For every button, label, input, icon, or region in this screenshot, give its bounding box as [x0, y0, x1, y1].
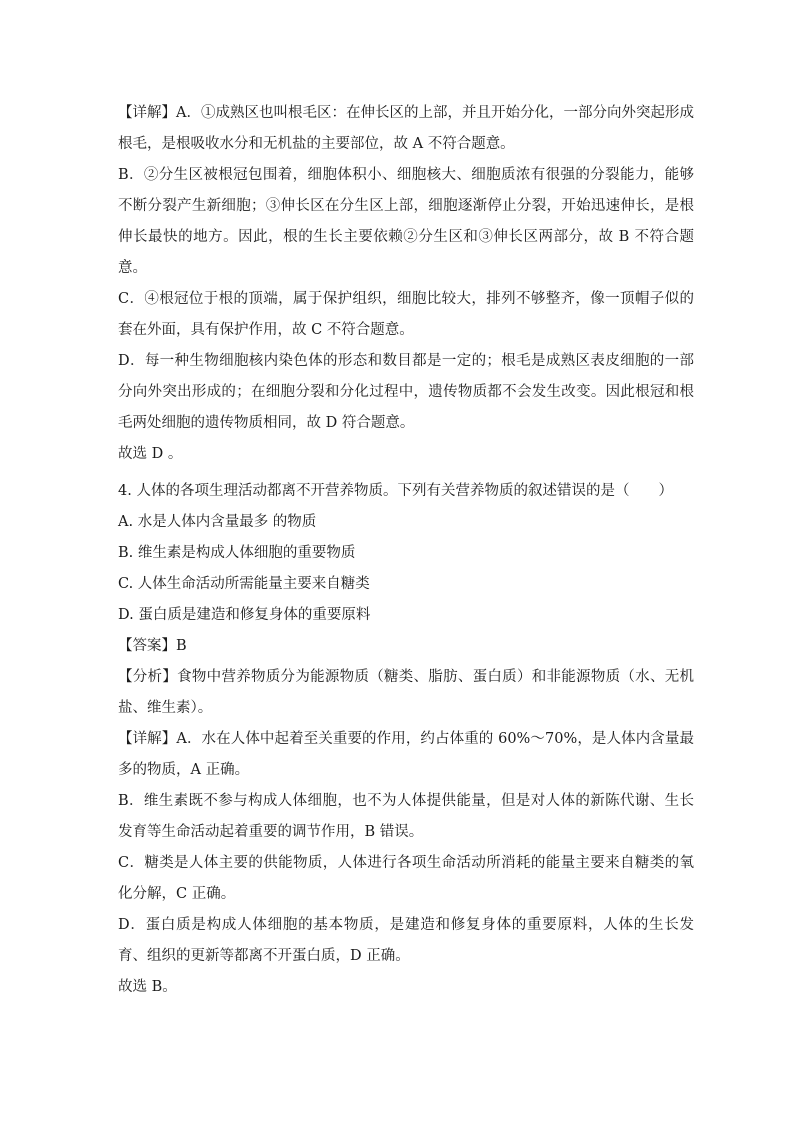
- q3-conclusion: 故选 D 。: [118, 446, 183, 462]
- q4-detail-b: B．维生素既不参与构成人体细胞，也不为人体提供能量，但是对人体的新陈代谢、生长发育等生命活动起着重要的调节作用，B 错误。: [118, 793, 694, 840]
- answer-label: 【答案】: [118, 638, 176, 654]
- q4-option-b: B. 维生素是构成人体细胞的重要物质: [118, 545, 356, 561]
- q4-detail-c: C．糖类是人体主要的供能物质，人体进行各项生命活动所消耗的能量主要来自糖类的氧化分解，C 正确。: [118, 855, 694, 902]
- q3-detail-d: D．每一种生物细胞核内染色体的形态和数目都是一定的；根毛是成熟区表皮细胞的一部分向外突出形成的；在细胞分裂和分化过程中，遗传物质都不会发生改变。因此根冠和根毛两处细胞的遗传物质相同，故 D 符合题意。: [118, 353, 694, 431]
- answer-value: B: [176, 638, 187, 654]
- detail-label: 【详解】: [118, 731, 177, 747]
- q4-option-d: D. 蛋白质是建造和修复身体的重要原料: [118, 607, 371, 623]
- detail-a-text: A．①成熟区也叫根毛区：在伸长区的上部，并且开始分化，一部分向外突起形成根毛，是根吸收水分和无机盐的主要部位，故 A 不符合题意。: [118, 105, 695, 152]
- analysis-text: 食物中营养物质分为能源物质（糖类、脂肪、蛋白质）和非能源物质（水、无机盐、维生素）。: [118, 669, 695, 716]
- detail-label: 【详解】: [118, 105, 177, 121]
- q4-conclusion: 故选 B。: [118, 979, 177, 995]
- q3-detail-b: B．②分生区被根冠包围着，细胞体积小、细胞核大、细胞质浓有很强的分裂能力，能够不断分裂产生新细胞；③伸长区在分生区上部，细胞逐渐停止分裂，开始迅速伸长，是根伸长最快的地方。因此，根的生长主要依赖②分生区和③伸长区两部分，故 B 不符合题意。: [118, 167, 694, 276]
- q4-stem: 4. 人体的各项生理活动都离不开营养物质。下列有关营养物质的叙述错误的是（ ）: [118, 483, 673, 499]
- q4-detail-d: D．蛋白质是构成人体细胞的基本物质，是建造和修复身体的重要原料，人体的生长发育、组织的更新等都离不开蛋白质，D 正确。: [118, 917, 694, 964]
- q4-answer: [118, 631, 694, 662]
- q4-option-c: C. 人体生命活动所需能量主要来自糖类: [118, 576, 370, 592]
- q4-detail-a: [118, 724, 694, 786]
- document-page: [118, 98, 694, 1003]
- q4-analysis: [118, 662, 694, 724]
- detail-a-text: A．水在人体中起着至关重要的作用，约占体重的 60%～70%，是人体内含量最多的物质，A 正确。: [118, 731, 694, 778]
- q3-detail-c: C．④根冠位于根的顶端，属于保护组织，细胞比较大，排列不够整齐，像一顶帽子似的套在外面，具有保护作用，故 C 不符合题意。: [118, 291, 694, 338]
- analysis-label: 【分析】: [118, 669, 178, 685]
- q3-detail-a: [118, 98, 694, 160]
- q4-option-a: A. 水是人体内含量最多 的物质: [118, 514, 317, 530]
